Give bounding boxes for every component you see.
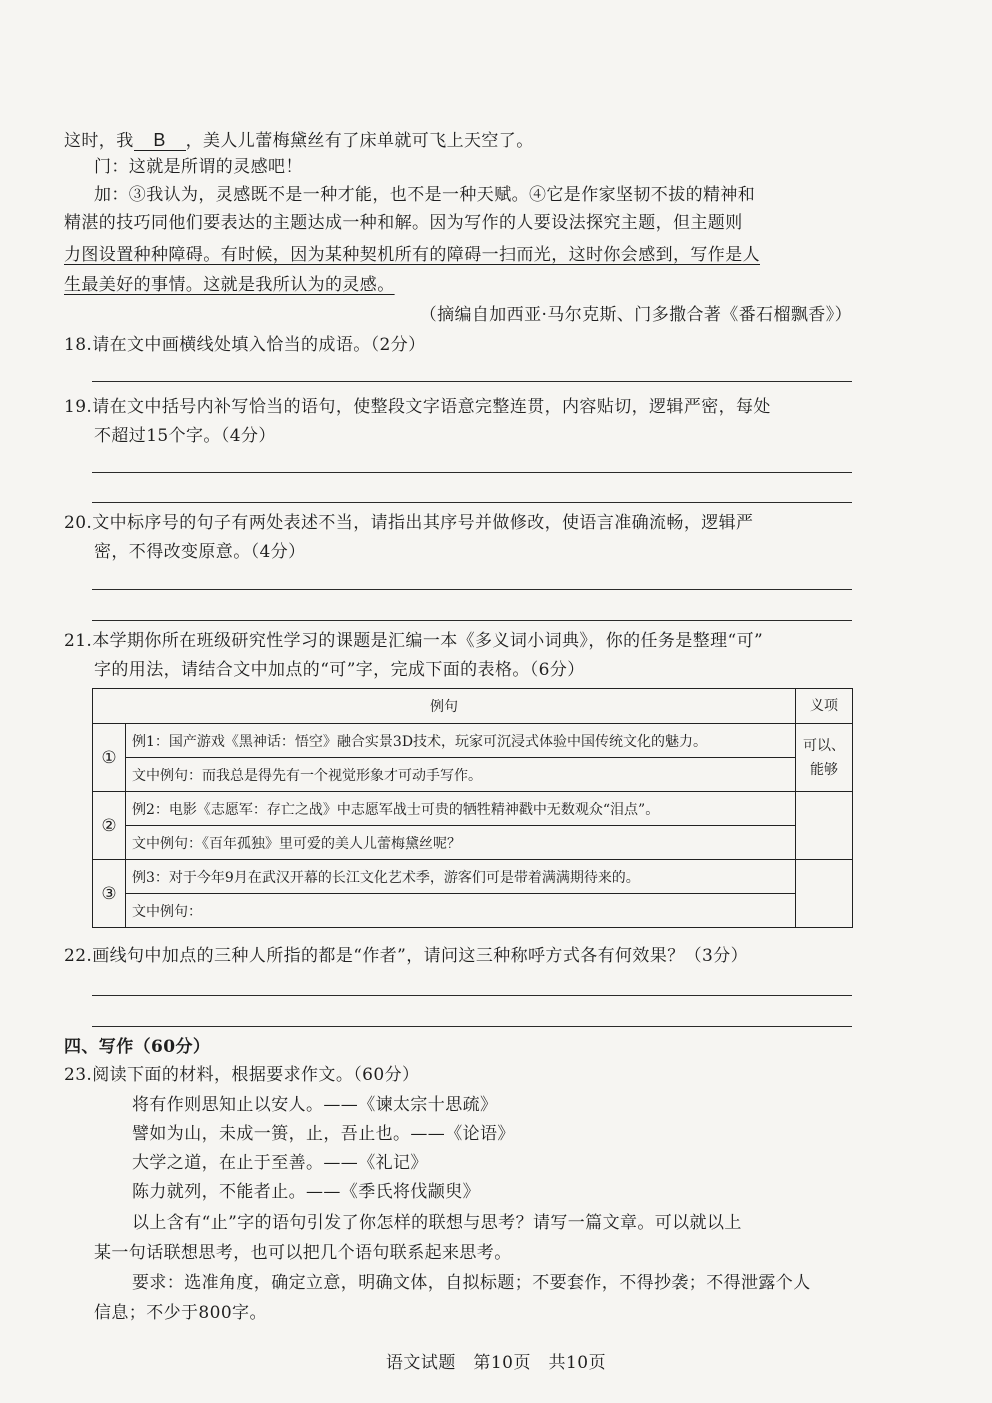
example-sentence: 例1：国产游戏《黑神话：悟空》融合实景3D技术，玩家可沉浸式体验中国传统文化的魅力。 [126,724,796,758]
table-row [93,860,853,894]
quote-4: 陈力就列，不能者止。——《季氏将伐颛臾》 [132,1182,480,1202]
row-number: ③ [93,860,126,928]
quote-1: 将有作则思知止以安人。——《谏太宗十思疏》 [132,1095,498,1115]
question-20-line-1: 20.文中标序号的句子有两处表述不当，请指出其序号并做修改，使语言准确流畅，逻辑严 [64,513,754,533]
passage-text: ，美人儿蕾梅黛丝有了床单就可飞上天空了。 [185,131,534,151]
quote-2: 譬如为山，未成一篑，止，吾止也。——《论语》 [132,1124,515,1144]
question-23-intro: 23.阅读下面的材料，根据要求作文。（60分） [64,1065,420,1085]
meaning-cell-blank[interactable] [796,860,853,928]
meaning-cell: 可以、能够 [796,724,853,792]
row-number: ② [93,792,126,860]
section-heading-writing: 四、写作（60分） [64,1037,211,1057]
header-meaning: 义项 [796,689,853,724]
meaning-table [92,688,853,928]
requirement-line-2: 信息；不少于800字。 [94,1303,267,1323]
passage-line-5-underlined: 力图设置种种障碍。有时候，因为某种契机所有的障碍一扫而光，这时你会感到，写作是人 [64,245,760,265]
table-row [93,826,853,860]
page-footer: 语文试题 第10页 共10页 [385,1353,607,1373]
text-example: 文中例句：而我总是得先有一个视觉形象才可动手写作。 [126,758,796,792]
table-row [93,758,853,792]
text-example-blank[interactable]: 文中例句： [126,894,796,928]
answer-line-18[interactable] [92,381,852,382]
passage-line-2: 门：这就是所谓的灵感吧！ [94,157,303,177]
text-example: 文中例句：《百年孤独》里可爱的美人儿蕾梅黛丝呢？ [126,826,796,860]
passage-line-1 [64,130,534,152]
example-sentence: 例3：对于今年9月在武汉开幕的长江文化艺术季，游客们可是带着满满期待来的。 [126,860,796,894]
requirement-line-1: 要求：选准角度，确定立意，明确文体，自拟标题；不要套作，不得抄袭；不得泄露个人 [132,1273,811,1293]
question-20-line-2: 密，不得改变原意。（4分） [94,542,306,562]
answer-line-19-b[interactable] [92,502,852,503]
prompt-line-2: 某一句话联想思考，也可以把几个语句联系起来思考。 [94,1243,512,1263]
passage-line-4: 精湛的技巧同他们要表达的主题达成一种和解。因为写作的人要设法探究主题，但主题则 [64,213,743,233]
answer-line-22-b[interactable] [92,1026,852,1027]
passage-text: 这时，我 [64,131,134,151]
answer-line-20-a[interactable] [92,589,852,590]
quote-3: 大学之道，在止于至善。——《礼记》 [132,1153,428,1173]
table-row [93,724,853,758]
table-header-row [93,689,853,724]
prompt-line-1: 以上含有“止”字的语句引发了你怎样的联想与思考？请写一篇文章。可以就以上 [132,1213,742,1233]
answer-line-19-a[interactable] [92,472,852,473]
answer-line-22-a[interactable] [92,995,852,996]
meaning-cell-blank[interactable] [796,792,853,860]
example-sentence: 例2：电影《志愿军：存亡之战》中志愿军战士可贵的牺牲精神戳中无数观众“泪点”。 [126,792,796,826]
question-18: 18.请在文中画横线处填入恰当的成语。（2分） [64,335,426,355]
passage-line-6-underlined: 生最美好的事情。这就是我所认为的灵感。 [64,275,395,295]
answer-line-20-b[interactable] [92,620,852,621]
passage-line-3: 加：③我认为，灵感既不是一种才能，也不是一种天赋。④它是作家坚韧不拔的精神和 [94,185,756,205]
question-19-line-2: 不超过15个字。（4分） [94,426,276,446]
question-22: 22.画线句中加点的三种人所指的都是“作者”，请问这三种称呼方式各有何效果？（3分） [64,946,749,966]
table-row [93,792,853,826]
passage-source: （摘编自加西亚·马尔克斯、门多撒合著《番石榴飘香》） [419,305,852,325]
question-21-line-2: 字的用法，请结合文中加点的“可”字，完成下面的表格。（6分） [94,660,585,680]
question-21-line-1: 21.本学期你所在班级研究性学习的课题是汇编一本《多义词小词典》，你的任务是整理“可” [64,631,764,651]
table-row [93,894,853,928]
question-19-line-1: 19.请在文中括号内补写恰当的语句，使整段文字语意完整连贯，内容贴切，逻辑严密，每处 [64,397,771,417]
row-number: ① [93,724,126,792]
header-example: 例句 [93,689,796,724]
answer-blank-b: B [134,130,186,151]
